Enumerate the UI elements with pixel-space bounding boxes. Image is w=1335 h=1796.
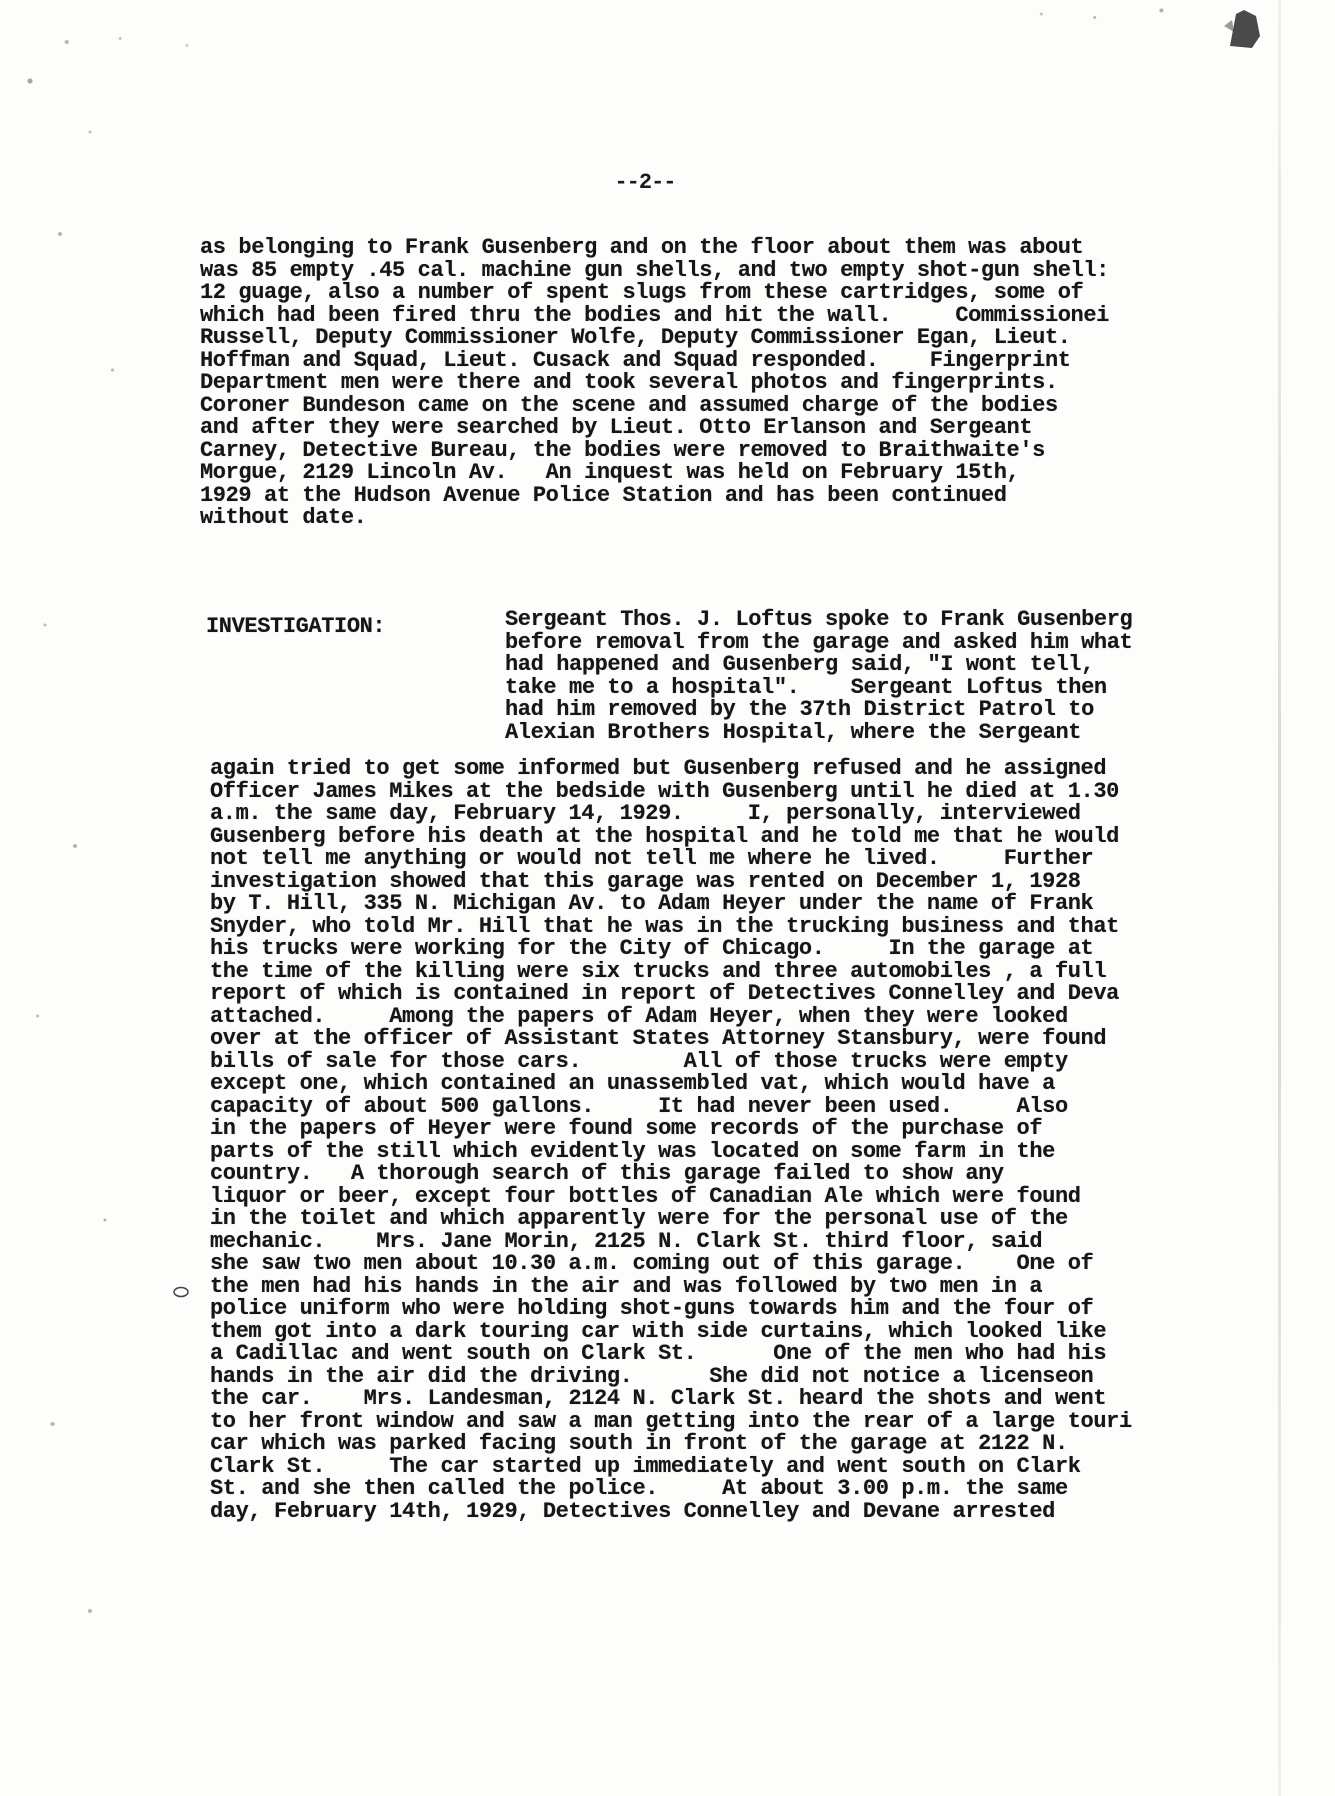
text-line: except one, which contained an unassembled vat, which would have a	[210, 1071, 1055, 1096]
scan-noise-top	[0, 0, 1335, 70]
text-line: them got into a dark touring car with side curtains, which looked like	[210, 1318, 1107, 1344]
text-line: Hoffman and Squad, Lieut. Cusack and Squad responded. Fingerprint	[200, 347, 1071, 373]
text-line: to her front window and saw a man getting into the rear of a large touri	[210, 1408, 1132, 1434]
text-line: Officer James Mikes at the bedside with Gusenberg until he died at 1.30	[210, 778, 1119, 804]
text-line: by T. Hill, 335 N. Michigan Av. to Adam Heyer under the name of Frank	[210, 891, 1094, 916]
text-line: hands in the air did the driving. She did not notice a licenseon	[210, 1363, 1094, 1389]
text-line: Gusenberg before his death at the hospital and he told me that he would	[210, 823, 1119, 849]
text-line: 12 guage, also a number of spent slugs from these cartridges, some of	[200, 280, 1084, 305]
margin-mark-icon	[172, 1285, 192, 1299]
text-line: was 85 empty .45 cal. machine gun shells, and two empty shot-gun shell:	[200, 257, 1109, 283]
text-line: St. and she then called the police. At about 3.00 p.m. the same	[210, 1476, 1068, 1501]
scan-noise-left	[0, 30, 150, 1730]
text-line: mechanic. Mrs. Jane Morin, 2125 N. Clark St. third floor, said	[210, 1228, 1043, 1254]
text-line: Sergeant Thos. J. Loftus spoke to Frank Gusenberg	[505, 607, 1133, 632]
text-line: the men had his hands in the air and was followed by two men in a	[210, 1273, 1043, 1299]
text-line: had him removed by the 37th District Patrol to	[505, 697, 1094, 722]
text-line: had happened and Gusenberg said, "I wont tell,	[505, 652, 1094, 677]
text-line: before removal from the garage and asked him what	[505, 629, 1133, 655]
text-line: Morgue, 2129 Lincoln Av. An inquest was held on February 15th,	[200, 460, 1020, 485]
text-line: his trucks were working for the City of Chicago. In the garage at	[210, 936, 1094, 961]
text-line: over at the officer of Assistant States Attorney Stansbury, were found	[210, 1026, 1107, 1051]
text-line: attached. Among the papers of Adam Heyer, when they were looked	[210, 1003, 1068, 1029]
text-line: without date.	[200, 505, 367, 530]
text-line: and after they were searched by Lieut. Otto Erlanson and Sergeant	[200, 415, 1033, 440]
text-line: she saw two men about 10.30 a.m. coming out of this garage. One of	[210, 1251, 1094, 1276]
text-line: again tried to get some informed but Gusenberg refused and he assigned	[210, 756, 1107, 781]
corner-smudge-icon	[1222, 6, 1264, 52]
text-line: Russell, Deputy Commissioner Wolfe, Deputy Commissioner Egan, Lieut.	[200, 325, 1071, 350]
text-line: Carney, Detective Bureau, the bodies were removed to Braithwaite's	[200, 437, 1045, 463]
text-line: Alexian Brothers Hospital, where the Sergeant	[505, 719, 1082, 745]
text-line: a Cadillac and went south on Clark St. One of the men who had his	[210, 1341, 1107, 1366]
text-line: a.m. the same day, February 14, 1929. I, personally, interviewed	[210, 801, 1081, 826]
scan-edge-right	[1278, 0, 1281, 1796]
text-line: police uniform who were holding shot-guns towards him and the four of	[210, 1296, 1094, 1321]
page-number: --2--	[614, 170, 676, 195]
text-line: the car. Mrs. Landesman, 2124 N. Clark St. heard the shots and went	[210, 1386, 1107, 1411]
paragraph-investigation-indented	[505, 609, 1132, 744]
paragraph-investigation-body	[210, 758, 1132, 1523]
text-line: the time of the killing were six trucks and three automobiles , a full	[210, 958, 1107, 984]
paragraph-opening	[200, 237, 1109, 530]
text-line: Snyder, who told Mr. Hill that he was in the trucking business and that	[210, 913, 1119, 939]
text-line: 1929 at the Hudson Avenue Police Station and has been continued	[200, 482, 1007, 508]
text-line: Clark St. The car started up immediately and went south on Clark	[210, 1453, 1081, 1479]
text-line: liquor or beer, except four bottles of Canadian Ale which were found	[210, 1183, 1081, 1209]
text-line: bills of sale for those cars. All of those trucks were empty	[210, 1048, 1068, 1074]
text-line: day, February 14th, 1929, Detectives Connelley and Devane arrested	[210, 1498, 1055, 1524]
text-line: which had been fired thru the bodies and hit the wall. Commissionei	[200, 302, 1109, 328]
text-line: country. A thorough search of this garage failed to show any	[210, 1161, 1004, 1186]
text-line: parts of the still which evidently was located on some farm in the	[210, 1138, 1055, 1164]
text-line: Department men were there and took several photos and fingerprints.	[200, 370, 1058, 395]
text-line: take me to a hospital". Sergeant Loftus then	[505, 674, 1107, 700]
text-line: as belonging to Frank Gusenberg and on the floor about them was about	[200, 235, 1084, 260]
text-line: in the papers of Heyer were found some records of the purchase of	[210, 1116, 1043, 1141]
text-line: capacity of about 500 gallons. It had never been used. Also	[210, 1093, 1068, 1119]
text-line: car which was parked facing south in front of the garage at 2122 N.	[210, 1431, 1068, 1456]
investigation-heading: INVESTIGATION:	[206, 614, 386, 639]
text-line: in the toilet and which apparently were for the personal use of the	[210, 1206, 1068, 1231]
text-line: report of which is contained in report of Detectives Connelley and Deva	[210, 981, 1119, 1006]
text-line: not tell me anything or would not tell me where he lived. Further	[210, 846, 1094, 871]
text-line: investigation showed that this garage was rented on December 1, 1928	[210, 868, 1081, 894]
text-line: Coroner Bundeson came on the scene and assumed charge of the bodies	[200, 392, 1058, 418]
